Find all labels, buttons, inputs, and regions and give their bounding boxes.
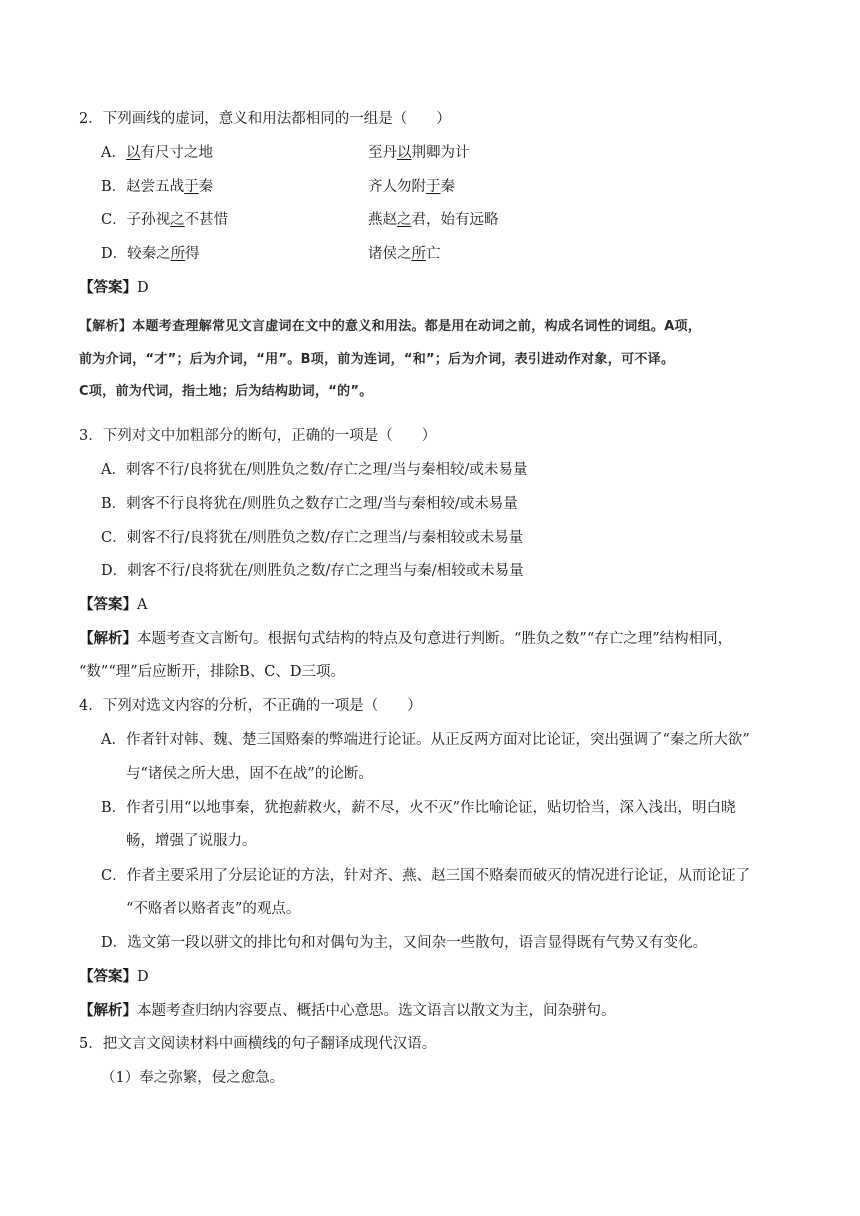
q2-answer: 【答案】D — [79, 279, 149, 296]
q3-analysis-line-2: “数”“理”后应断开，排除B、C、D三项。 — [79, 664, 346, 680]
q3-option-b: B．刺客不行良将犹在/则胜负之数存亡之理/当与秦相较/或未易量 — [101, 496, 518, 512]
q2-analysis-line-1: 【解析】本题考查理解常见文言虚词在文中的意义和用法。都是用在动词之前，构成名词性的词组。A项， — [79, 319, 702, 334]
underlined-word: 以 — [397, 145, 412, 161]
q2-option-a: A．以有尺寸之地 — [101, 145, 213, 161]
underlined-word: 之 — [170, 212, 185, 228]
q3-analysis-line-1: 【解析】本题考查文言断句。根据句式结构的特点及句意进行判断。“胜负之数”“存亡之理”结构相同， — [79, 630, 733, 647]
q4-analysis: 【解析】本题考查归纳内容要点、概括中心意思。选文语言以散文为主，间杂骈句。 — [79, 1002, 616, 1019]
q2-option-d: D．较秦之所得 — [101, 246, 200, 262]
q4-option-c-cont: “不赂者以赂者丧”的观点。 — [126, 901, 301, 917]
q4-option-b-cont: 畅，增强了说服力。 — [126, 833, 257, 849]
q2-analysis-line-2: 前为介词，“才”；后为介词，“用”。B项，前为连词，“和”；后为介词，表引进动作对象，可不译。 — [79, 352, 675, 367]
q3-option-c: C．刺客不行/良将犹在/则胜负之数/存亡之理当/与秦相较或未易量 — [101, 530, 524, 546]
q4-stem: 4．下列对选文内容的分析，不正确的一项是（ ） — [79, 698, 422, 714]
q2-option-c-pair: 燕赵之君，始有远略 — [368, 212, 499, 228]
q2-option-b-pair: 齐人勿附于秦 — [368, 179, 455, 195]
q2-stem: 2．下列画线的虚词，意义和用法都相同的一组是（ ） — [79, 111, 451, 127]
underlined-word: 之 — [397, 212, 412, 228]
q3-stem: 3．下列对文中加粗部分的断句，正确的一项是（ ） — [79, 428, 437, 444]
underlined-word: 所 — [411, 246, 426, 262]
q4-answer: 【答案】D — [79, 968, 149, 985]
underlined-word: 于 — [426, 179, 441, 195]
q4-option-b: B．作者引用“以地事秦，犹抱薪救火，薪不尽，火不灭”作比喻论证，贴切恰当，深入浅出，明白晓 — [101, 800, 736, 816]
q3-option-a: A．刺客不行/良将犹在/则胜负之数/存亡之理/当与秦相较/或未易量 — [101, 462, 528, 478]
q3-answer: 【答案】A — [79, 596, 148, 613]
q4-option-a: A．作者针对韩、魏、楚三国赂秦的弊端进行论证。从正反两方面对比论证，突出强调了“秦之所大欲” — [101, 732, 750, 748]
q5-stem: 5．把文言文阅读材料中画横线的句子翻译成现代汉语。 — [79, 1036, 437, 1052]
q2-option-b: B．赵尝五战于秦 — [101, 179, 214, 195]
q2-option-d-pair: 诸侯之所亡 — [368, 246, 441, 262]
q2-analysis-line-3: C项，前为代词，指土地；后为结构助词，“的”。 — [79, 384, 373, 399]
q2-option-a-pair: 至丹以荆卿为计 — [368, 145, 470, 161]
underlined-word: 于 — [184, 179, 199, 195]
q4-option-d: D．选文第一段以骈文的排比句和对偶句为主，又间杂一些散句，语言显得既有气势又有变化。 — [101, 935, 708, 951]
q4-option-a-cont: 与“诸侯之所大患，固不在战”的论断。 — [126, 766, 373, 782]
q4-option-c: C．作者主要采用了分层论证的方法，针对齐、燕、赵三国不赂秦而破灭的情况进行论证，从而论证了 — [101, 868, 751, 884]
q5-item-1: （1）奉之弥繁，侵之愈急。 — [101, 1070, 285, 1086]
underlined-word: 以 — [125, 145, 141, 161]
q3-option-d: D．刺客不行/良将犹在/则胜负之数/存亡之理当与秦/相较或未易量 — [101, 563, 524, 579]
q2-option-c: C．子孙视之不甚惜 — [101, 212, 229, 228]
underlined-word: 所 — [170, 246, 186, 262]
